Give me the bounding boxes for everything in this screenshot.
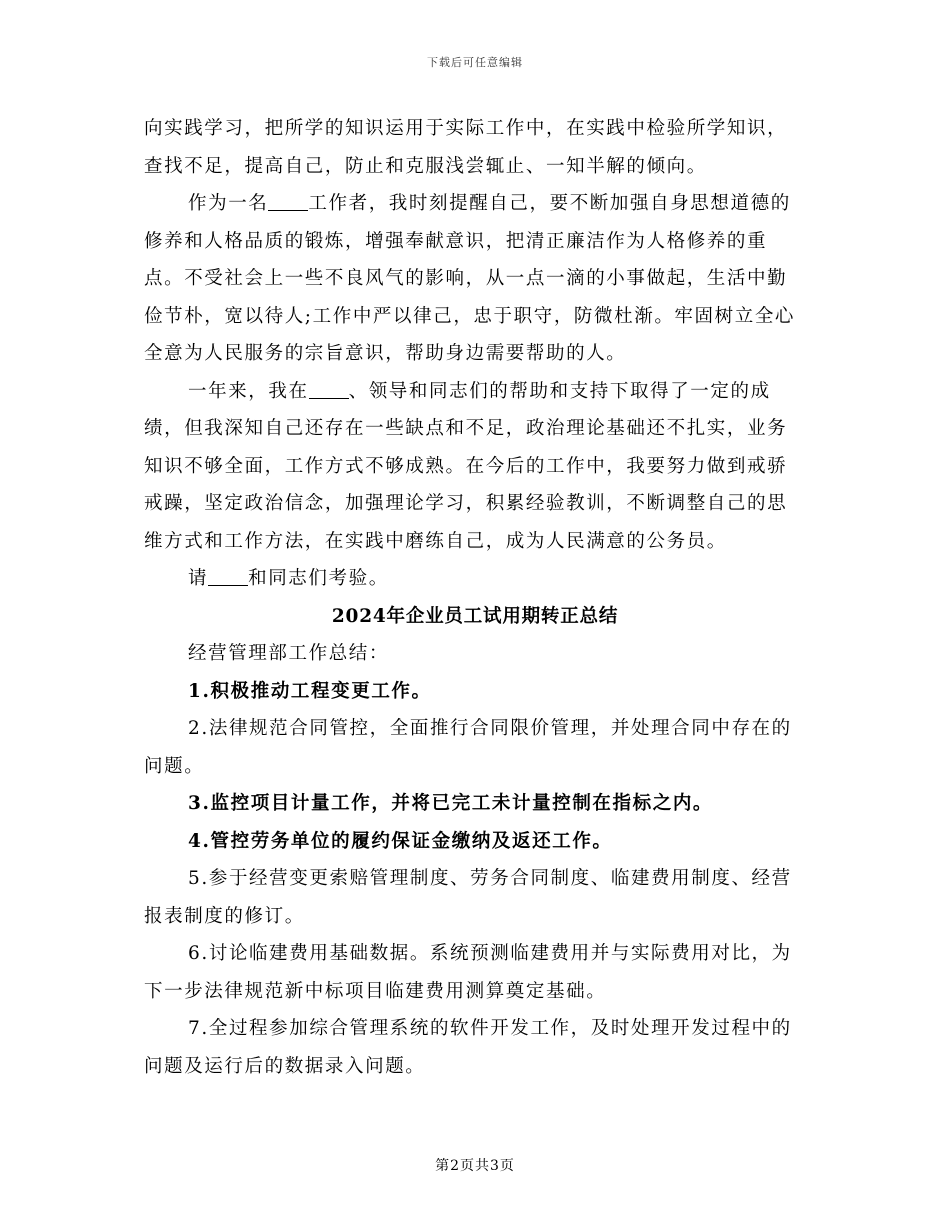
list-item: 2.法律规范合同管控，全面推行合同限价管理，并处理合同中存在的问题。 [144, 718, 792, 777]
list-item: 5.参于经营变更索赔管理制度、劳务合同制度、临建费用制度、经营报表制度的修订。 [144, 868, 792, 927]
paragraph-3: 一年来，我在 、领导和同志们的帮助和支持下取得了一定的成绩，但我深知自己还存在一些缺点和不足，政治理论基础还不扎实，业务知识不够全面，工作方式不够成熟。在今后的工作中，我要努力做到戒骄戒躁，坚定政治信念，加强理论学习，积累经验教训，不断调整自己的思维方式和工作方法，在实践中磨练自己，成为人民满意的公务员。 [144, 380, 788, 552]
page-number: 第2页共3页 [435, 1158, 515, 1174]
paragraph-1: 向实践学习，把所学的知识运用于实际工作中，在实践中检验所学知识，查找不足，提高自己，防止和克服浅尝辄止、一知半解的倾向。 [144, 118, 788, 177]
list-item: 7.全过程参加综合管理系统的软件开发工作，及时处理开发过程中的问题及运行后的数据录入问题。 [144, 1018, 792, 1077]
blank-line [208, 567, 248, 586]
section-intro: 经营管理部工作总结： [188, 643, 390, 664]
paragraph-4: 请 和同志们考验。 [188, 568, 389, 589]
list-item: 4.管控劳务单位的履约保证金缴纳及返还工作。 [188, 830, 613, 852]
list-item: 6.讨论临建费用基础数据。系统预测临建费用并与实际费用对比，为下一步法律规范新中标项目临建费用测算奠定基础。 [144, 943, 792, 1002]
blank-line [268, 192, 308, 211]
document-body [144, 110, 806, 1085]
blank-line [309, 380, 349, 399]
section-title: 2024年企业员工试用期转正总结 [331, 605, 619, 627]
list-item: 3.监控项目计量工作，并将已完工未计量控制在指标之内。 [188, 793, 714, 814]
paragraph-2: 作为一名 工作者，我时刻提醒自己，要不断加强自身思想道德的修养和人格品质的锻炼，增强奉献意识，把清正廉洁作为人格修养的重点。不受社会上一些不良风气的影响，从一点一滴的小事做起，生活中勤俭节朴，宽以待人;工作中严以律己，忠于职守，防微杜渐。牢固树立全心全意为人民服务的宗旨意识，帮助身边需要帮助的人。 [144, 193, 796, 364]
list-item: 1.积极推动工程变更工作。 [188, 680, 432, 702]
page-header: 下载后可任意编辑 [427, 56, 523, 69]
